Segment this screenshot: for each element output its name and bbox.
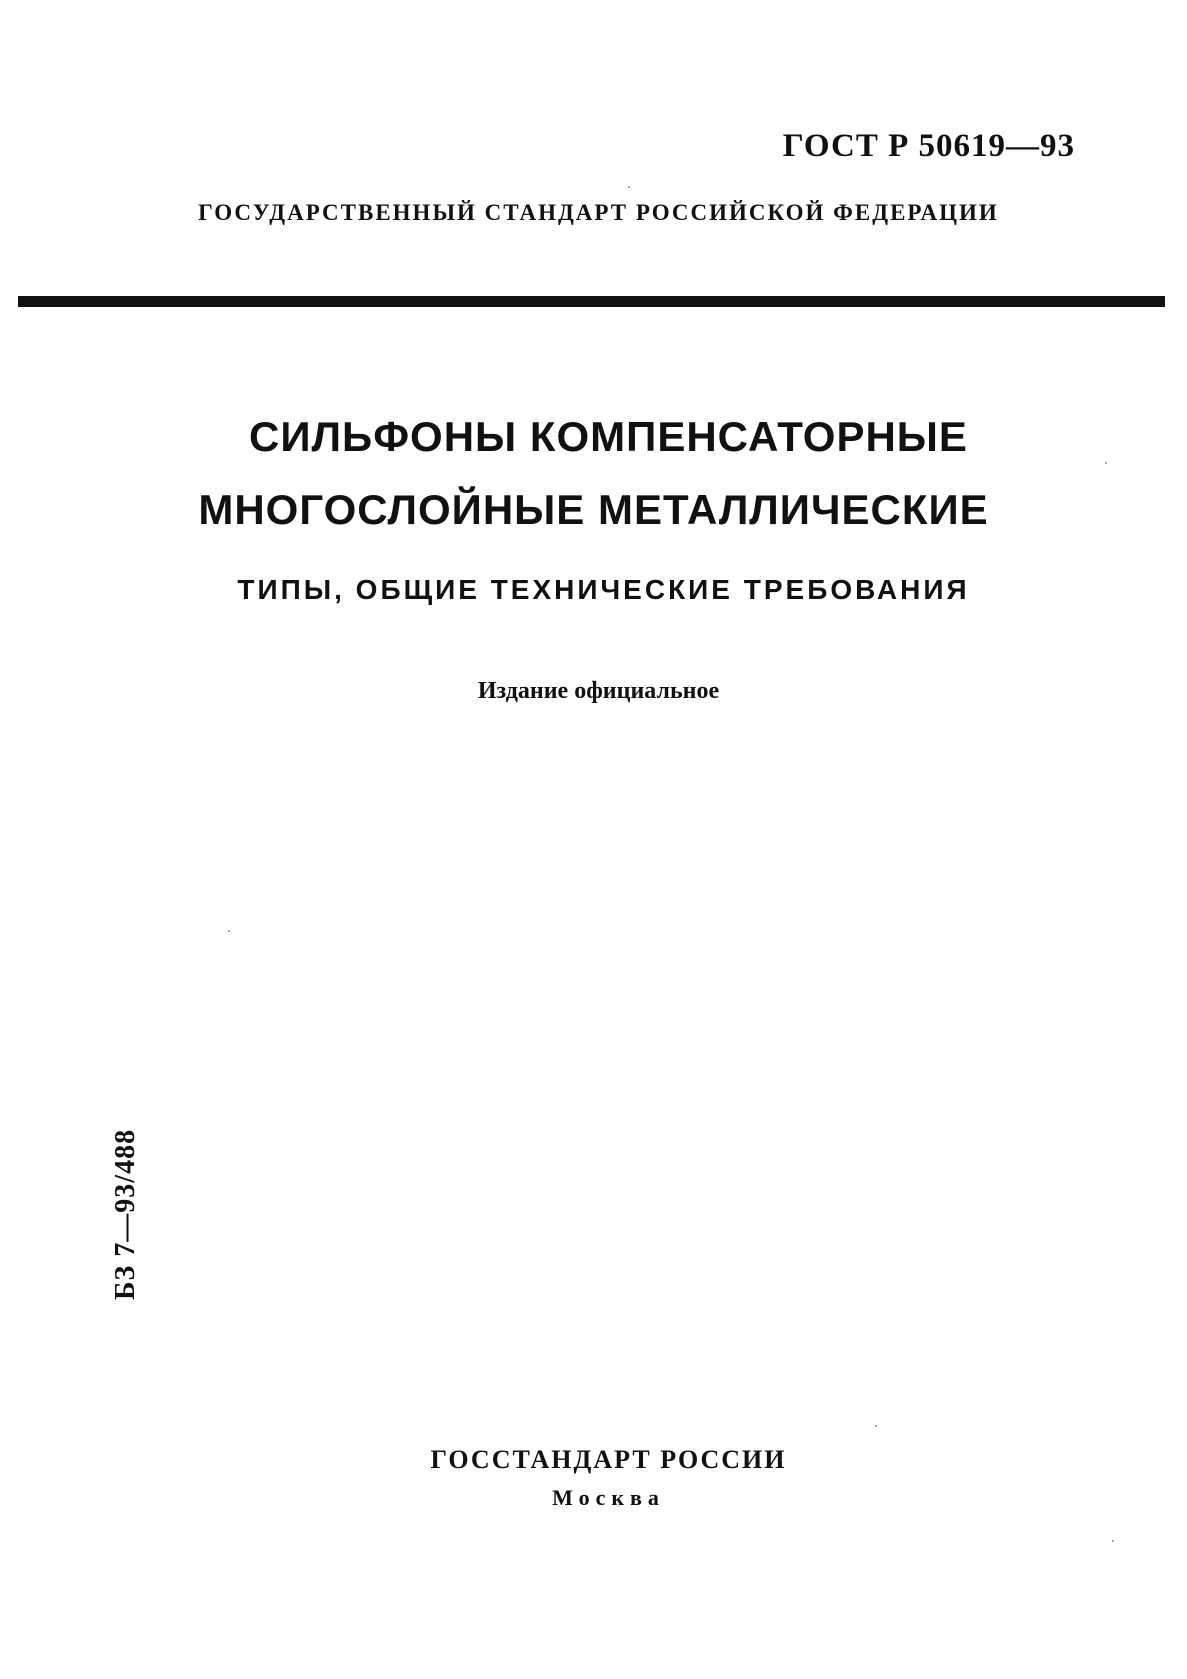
- scan-speck: [1105, 462, 1107, 464]
- scan-speck: [875, 1425, 877, 1427]
- edition-label: Издание официальное: [477, 678, 720, 704]
- subtitle: ТИПЫ, ОБЩИЕ ТЕХНИЧЕСКИЕ ТРЕБОВАНИЯ: [237, 574, 970, 605]
- city: Москва: [552, 1485, 665, 1510]
- title-line-2: МНОГОСЛОЙНЫЕ МЕТАЛЛИЧЕСКИЕ: [198, 486, 989, 533]
- scan-speck: [228, 930, 230, 932]
- horizontal-rule: [18, 296, 1165, 307]
- state-standard-heading: ГОСУДАРСТВЕННЫЙ СТАНДАРТ РОССИЙСКОЙ ФЕДЕРАЦИИ: [198, 200, 999, 225]
- document-number: ГОСТ Р 50619—93: [782, 128, 1075, 164]
- scan-speck: [628, 186, 630, 188]
- title-line-1: СИЛЬФОНЫ КОМПЕНСАТОРНЫЕ: [249, 413, 968, 460]
- side-code: БЗ 7—93/488: [110, 1128, 141, 1300]
- publisher: ГОССТАНДАРТ РОССИИ: [430, 1445, 787, 1474]
- scan-speck: [1112, 1540, 1114, 1542]
